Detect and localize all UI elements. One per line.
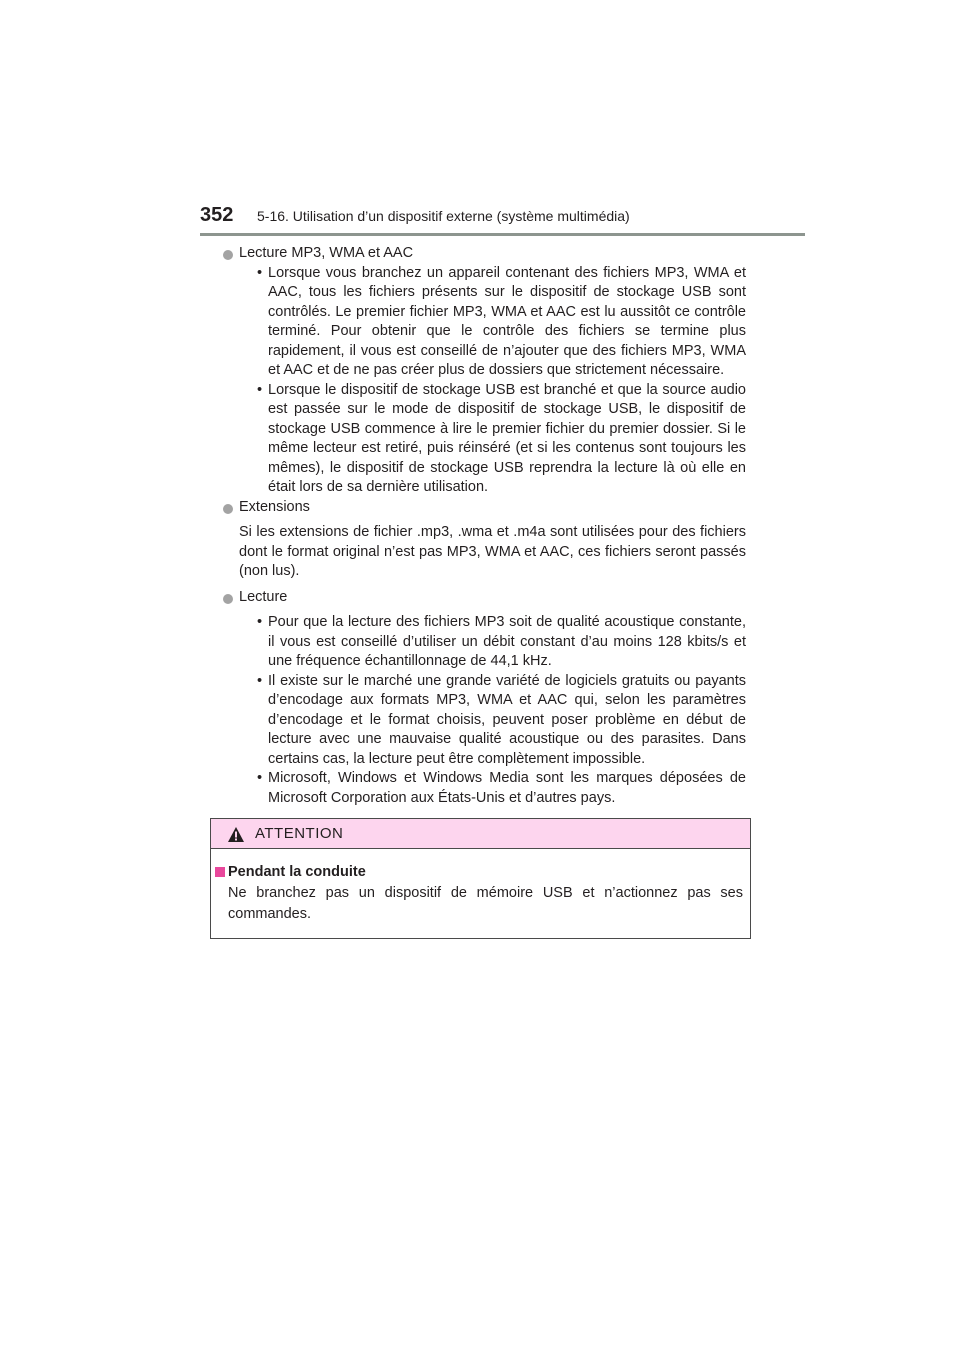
bullet-icon — [223, 594, 233, 604]
list-item — [239, 381, 746, 498]
list-item — [239, 264, 746, 381]
list-item-text: Pour que la lecture des fichiers MP3 soit de qualité acoustique constante, il vous est conseillé d’utiliser un débit constant d’au moins 128 kbits/s et une fréquence échantillonnage de 44,1 kHz. — [268, 614, 746, 669]
warning-icon — [227, 826, 245, 843]
list-item-text: Microsoft, Windows et Windows Media sont les marques déposées de Microsoft Corporation aux États-Unis et d’autres pays. — [268, 770, 746, 806]
bullet-icon — [223, 504, 233, 514]
attention-header — [211, 819, 750, 849]
bullet-icon — [223, 250, 233, 260]
item-marker: • — [257, 264, 263, 281]
item-marker: • — [257, 381, 263, 398]
header-rule — [200, 233, 805, 236]
item-marker: • — [257, 672, 263, 689]
item-marker: • — [257, 614, 263, 630]
list-item — [239, 672, 746, 770]
list-item-text: Lorsque vous branchez un appareil contenant des fichiers MP3, WMA et AAC, tous les fichiers présents sur le dispositif de stockage USB sont contrôlés. Le premier fichier MP3, WMA et AAC est lu aussitôt ce contrôle terminé. Pour obtenir que le contrôle des fichiers se termine plus rapidement, il vous est conseillé de n’ajouter que des fichiers MP3, WMA et AAC et de ne pas créer plus de dossiers que strictement nécessaire. — [268, 264, 746, 378]
section-paragraph: Si les extensions de fichier .mp3, .wma et .m4a sont utilisées pour des fichiers dont le format original n’est pas MP3, WMA et AAC, ces fichiers seront passés (non lus). — [239, 524, 746, 579]
section-title: Lecture MP3, WMA et AAC — [239, 245, 414, 261]
attention-subtitle: Pendant la conduite — [228, 864, 366, 880]
chapter-title: 5-16. Utilisation d’un dispositif externe (système multimédia) — [257, 208, 630, 224]
main-content — [223, 244, 746, 808]
list-item-text: Lorsque le dispositif de stockage USB est branché et que la source audio est passée sur le mode de dispositif de stockage USB, le dispositif de stockage USB commence à lire le premier fichier du premier dossier. Si le même lecteur est retiré, puis réinséré (et si les contenus sont toujours les mêmes), le dispositif de stockage USB reprendra la lecture là où elle en était lors de sa dernière utilisation. — [268, 381, 746, 495]
section-extensions — [223, 498, 746, 582]
list-item — [239, 613, 746, 672]
section-playback — [223, 588, 746, 809]
page-number: 352 — [200, 204, 234, 226]
list-item — [239, 769, 746, 808]
list-item-text: Il existe sur le marché une grande variété de logiciels gratuits ou payants d’encodage aux formats MP3, WMA et AAC qui, selon les paramètres d’encodage et le format choisis, peuvent poser problème en début de lecture avec une mauvaise qualité acoustique ou des parasites. Dans certains cas, la lecture peut être complètement impossible. — [268, 672, 746, 767]
section-title: Lecture — [239, 588, 288, 605]
section-mp3-playback — [223, 244, 746, 498]
section-title: Extensions — [239, 498, 310, 515]
item-marker: • — [257, 770, 263, 786]
attention-box — [210, 818, 751, 939]
page-header — [200, 203, 805, 239]
attention-title: ATTENTION — [255, 825, 344, 842]
square-bullet-icon — [215, 867, 225, 877]
attention-text: Ne branchez pas un dispositif de mémoire USB et n’actionnez pas ses commandes. — [228, 885, 743, 922]
